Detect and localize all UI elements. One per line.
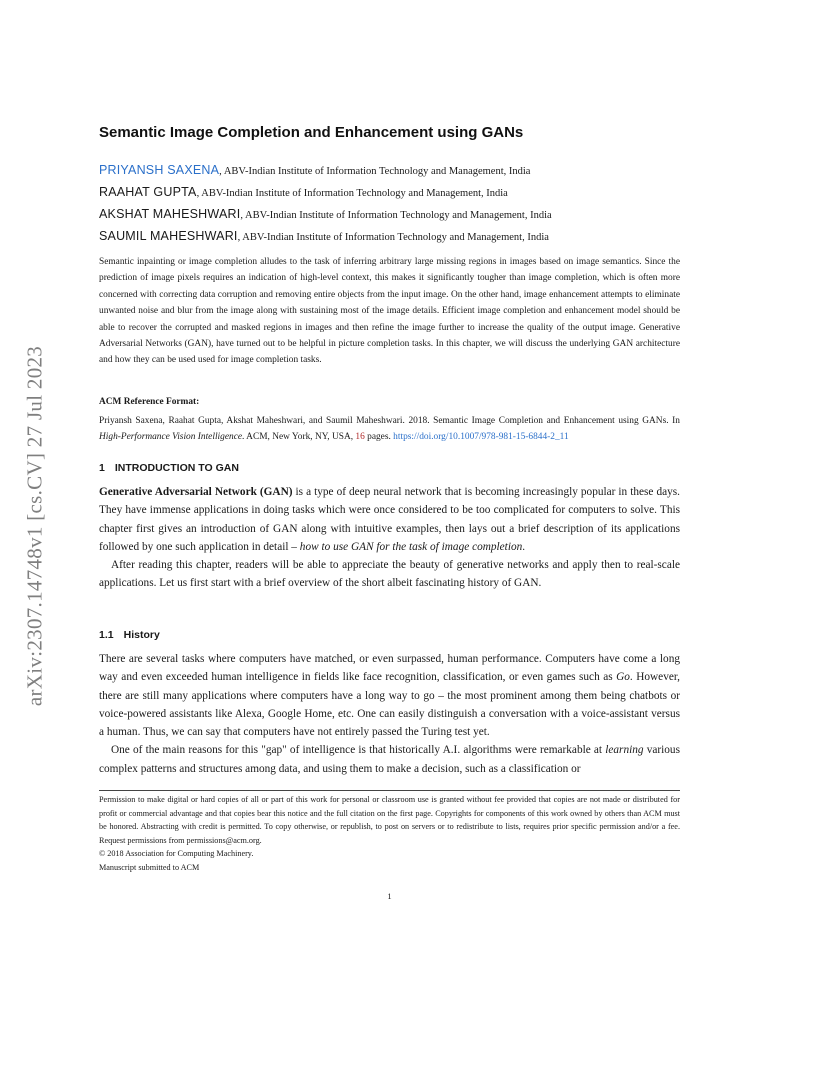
section-title: INTRODUCTION TO GAN [114, 462, 239, 474]
author-affiliation: , ABV-Indian Institute of Information Technology and Management, India [219, 166, 531, 177]
subsection-heading-1-1 [99, 629, 160, 641]
paragraph [99, 741, 680, 778]
paragraph-text: is a type of deep neural network that is becoming increasingly popular in these days. They have immense applications in doing tasks which were once considered to be too complicated for computers to solve. This chapter first gives an introduction of GAN along with intuitive examples, then lays out a brief description of its applications followed by one such application in detail – [99, 486, 680, 553]
author-list [99, 159, 680, 247]
author-name: AKSHAT MAHESHWARI [99, 207, 241, 221]
italic-term: Go [616, 671, 630, 684]
section-1-body [99, 483, 680, 593]
section-number: 1.1 [99, 629, 114, 641]
section-number: 1 [99, 462, 105, 474]
footnote [99, 793, 680, 875]
footnote-divider [99, 790, 680, 791]
page-count-link[interactable]: 16 [355, 432, 365, 443]
paragraph [99, 483, 680, 556]
paragraph-text: various complex patterns and structures among data, and using them to make a decision, such as a classification or [99, 744, 680, 775]
author-name: RAAHAT GUPTA [99, 185, 197, 199]
paragraph-text: . However, there are still many applications where computers have a long way to go – the most prominent among them being chatbots or voice-powered assistants like Alexa, Google Home, etc. One can easily distinguish a conversation with a voice-assistant versus a human. Thus, we can say that computers have not entirely passed the Turing test yet. [99, 671, 680, 739]
author-name-link[interactable]: PRIYANSH SAXENA [99, 163, 220, 177]
manuscript-notice: Manuscript submitted to ACM [99, 862, 200, 872]
author-entry [99, 225, 680, 247]
paragraph: After reading this chapter, readers will be able to appreciate the beauty of generative networks and apply then to real-scale applications. Let us first start with a brief overview of the short albeit fascinating history of GAN. [99, 559, 680, 590]
acm-ref-venue: High-Performance Vision Intelligence [99, 432, 243, 443]
paragraph-text: . [522, 540, 526, 553]
permission-notice: Permission to make digital or hard copies of all or part of this work for personal or classroom use is granted without fee provided that copies are not made or distributed for profit or commercial advantage and that copies bear this notice and the full citation on the first page. Copyrights for components of this work owned by others than ACM must be honored. Abstracting with credit is permitted. To copy otherwise, or republish, to post on servers or to redistribute to lists, requires prior specific permission and/or a fee. Request permissions from permissions@acm.org. [99, 795, 680, 845]
arxiv-identifier: arXiv:2307.14748v1 [cs.CV] 27 Jul 2023 [22, 345, 47, 707]
author-affiliation: , ABV-Indian Institute of Information Technology and Management, India [240, 210, 552, 221]
abstract: Semantic inpainting or image completion alludes to the task of inferring arbitrary large missing regions in images based on image semantics. Since the prediction of image pixels requires an indication of high-level context, this makes it significantly tougher than image completion, which is often more concerned with correcting data corruption and removing entire objects from the input image. On the other hand, image enhancement attempts to eliminate unwanted noise and blur from the image along with sustaining most of the image details. Efficient image completion and enhancement model should be able to recover the corrupted and masked regions in images and then refine the image further to increase the quality of the output image. Generative Adversarial Networks (GAN), have turned out to be helpful in picture completion tasks. In this chapter, we will discuss the underlying GAN architecture and how they can be used used for image completion tasks. [99, 257, 680, 366]
acm-ref-pages-word: pages. [364, 432, 394, 443]
author-affiliation: , ABV-Indian Institute of Information Technology and Management, India [196, 188, 508, 199]
acm-reference-heading: ACM Reference Format: [99, 397, 200, 407]
doi-link[interactable]: https://doi.org/10.1007/978-981-15-6844-2_11 [393, 432, 569, 443]
bold-term: Generative Adversarial Network (GAN) [99, 486, 293, 498]
page-number: 1 [387, 891, 392, 901]
author-entry [99, 159, 680, 181]
section-title: History [123, 629, 160, 641]
author-affiliation: , ABV-Indian Institute of Information Technology and Management, India [237, 232, 549, 243]
copyright-notice: © 2018 Association for Computing Machinery. [99, 849, 254, 859]
author-name: SAUMIL MAHESHWARI [99, 229, 238, 243]
author-entry [99, 203, 680, 225]
italic-phrase: how to use GAN for the task of image completion [299, 540, 523, 553]
acm-reference [99, 413, 680, 446]
section-1-1-body [99, 650, 680, 778]
italic-term: learning [605, 744, 644, 757]
author-entry [99, 181, 680, 203]
arxiv-sidebar-stamp [20, 296, 50, 756]
paragraph [99, 650, 680, 741]
acm-ref-publisher: . ACM, New York, NY, USA, [242, 432, 356, 443]
paragraph-text: One of the main reasons for this "gap" of intelligence is that historically A.I. algorithms were remarkable at [111, 744, 606, 757]
paper-title: Semantic Image Completion and Enhancement using GANs [99, 124, 524, 141]
paragraph-text: There are several tasks where computers have matched, or even surpassed, human performance. Computers have come a long way and even exceeded human intelligence in fields like face recognition, classification, or even games such as [99, 653, 680, 684]
section-heading-1 [99, 462, 239, 474]
acm-ref-authors: Priyansh Saxena, Raahat Gupta, Akshat Maheshwari, and Saumil Maheshwari. 2018. Semantic Image Completion and Enhancement using GANs. In [99, 416, 680, 426]
